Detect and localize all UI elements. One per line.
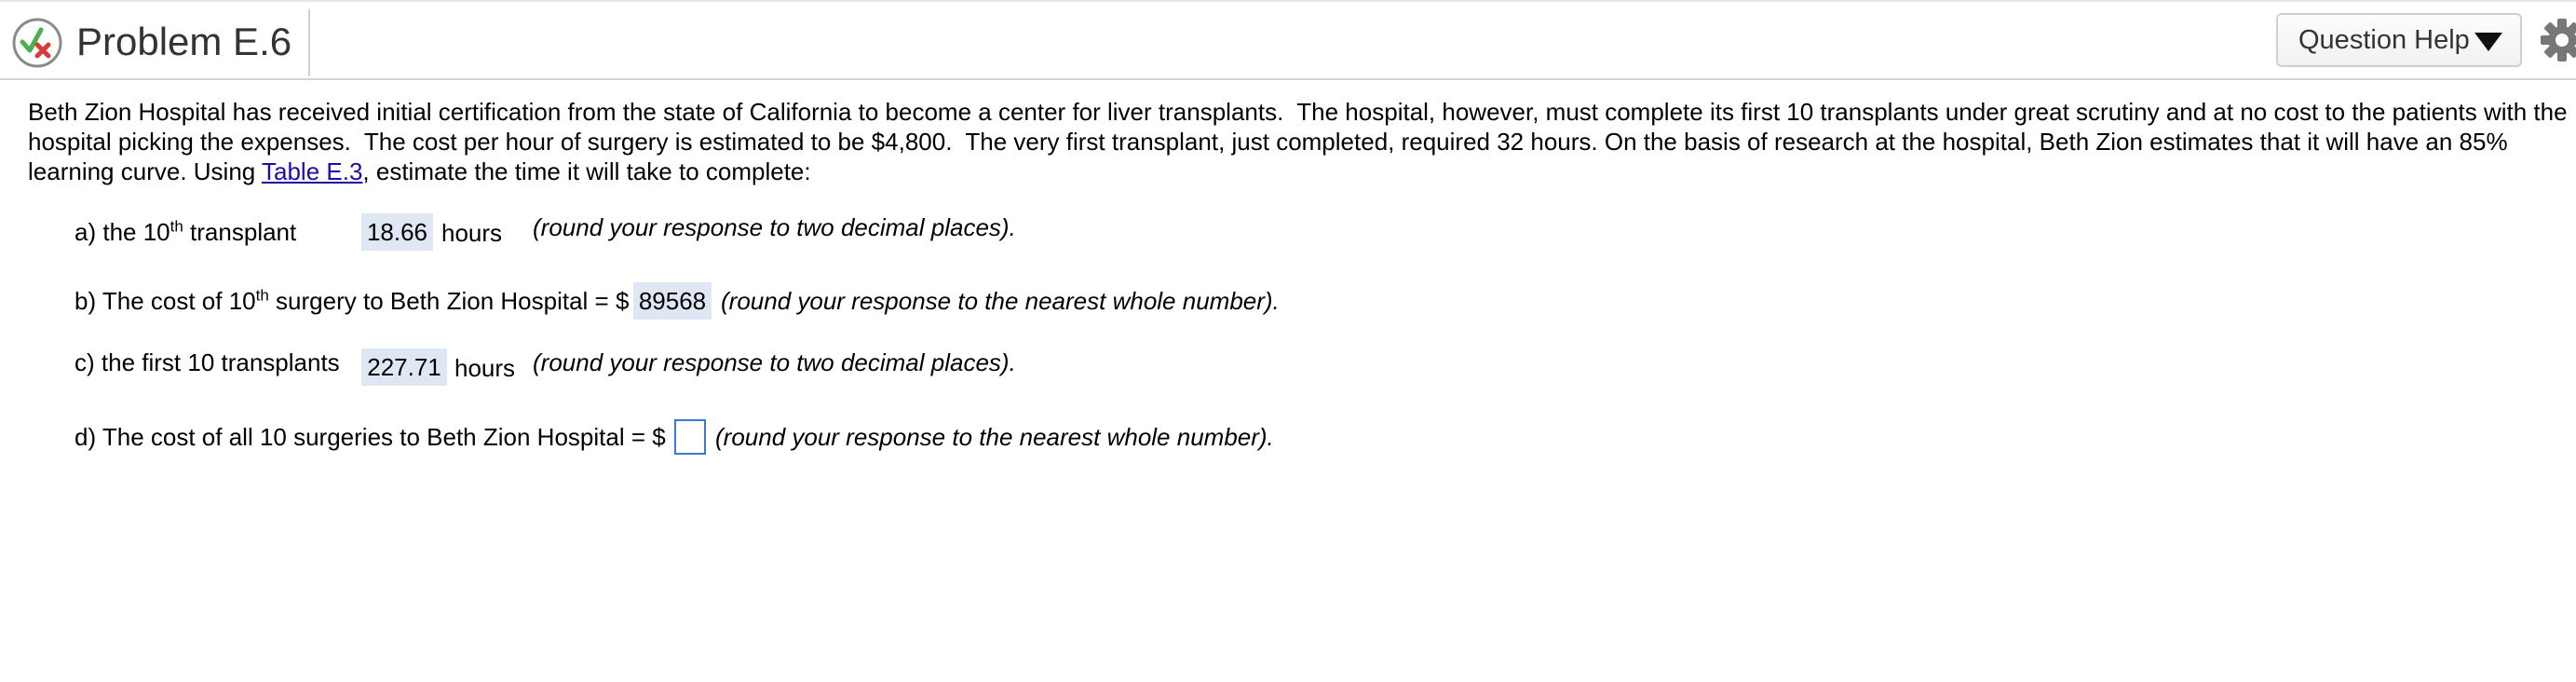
answer-b-hint: (round your response to the nearest whole number). [721,287,1280,315]
caret-down-icon [2474,32,2503,52]
top-divider [0,0,2576,2]
superscript: th [169,217,183,236]
answer-a-unit: hours [441,219,503,247]
header-bar [0,0,2576,80]
superscript: th [255,286,269,305]
problem-text-part2: , estimate the time it will take to complete: [362,157,811,185]
question-help-button[interactable] [2276,13,2522,67]
answer-d-input[interactable] [674,419,706,455]
question-c-label: c) the first 10 transplants [75,348,340,376]
question-b-label: b) The cost of 10th surgery to Beth Zion Hospital = $ [75,286,630,315]
answer-b-field[interactable]: 89568 [633,282,712,320]
answer-a-hint: (round your response to two decimal places). [533,213,1016,241]
answer-c-hint: (round your response to two decimal places). [533,348,1016,376]
answer-a-field[interactable]: 18.66 [361,213,433,251]
answer-c-unit: hours [454,354,516,382]
gear-icon[interactable] [2539,17,2576,63]
question-a-label: a) the 10th transplant [75,217,297,246]
check-x-partial-icon [11,17,63,69]
answer-d-hint: (round your response to the nearest whole number). [715,423,1274,451]
problem-statement [28,97,2574,186]
problem-text-part1: Beth Zion Hospital has received initial certification from the state of California to become a center for liver transplants. The hospital, however, must complete its first 10 transplants under great scrutiny and at no cost to the patients with the hospital picking the expenses. The cost per hour of surgery is estimated to be $4,800. The very first transplant, just completed, required 32 hours. On the basis of research at the hospital, Beth Zion estimates that it will have an 85% learning curve. Using [28,98,2574,185]
question-d-label: d) The cost of all 10 surgeries to Beth Zion Hospital = $ [75,423,666,451]
answer-c-field[interactable]: 227.71 [361,348,447,386]
table-e3-link[interactable]: Table E.3 [262,157,363,185]
page-title: Problem E.6 [76,20,292,63]
question-help-label: Question Help [2298,25,2470,55]
title-divider [308,9,310,76]
